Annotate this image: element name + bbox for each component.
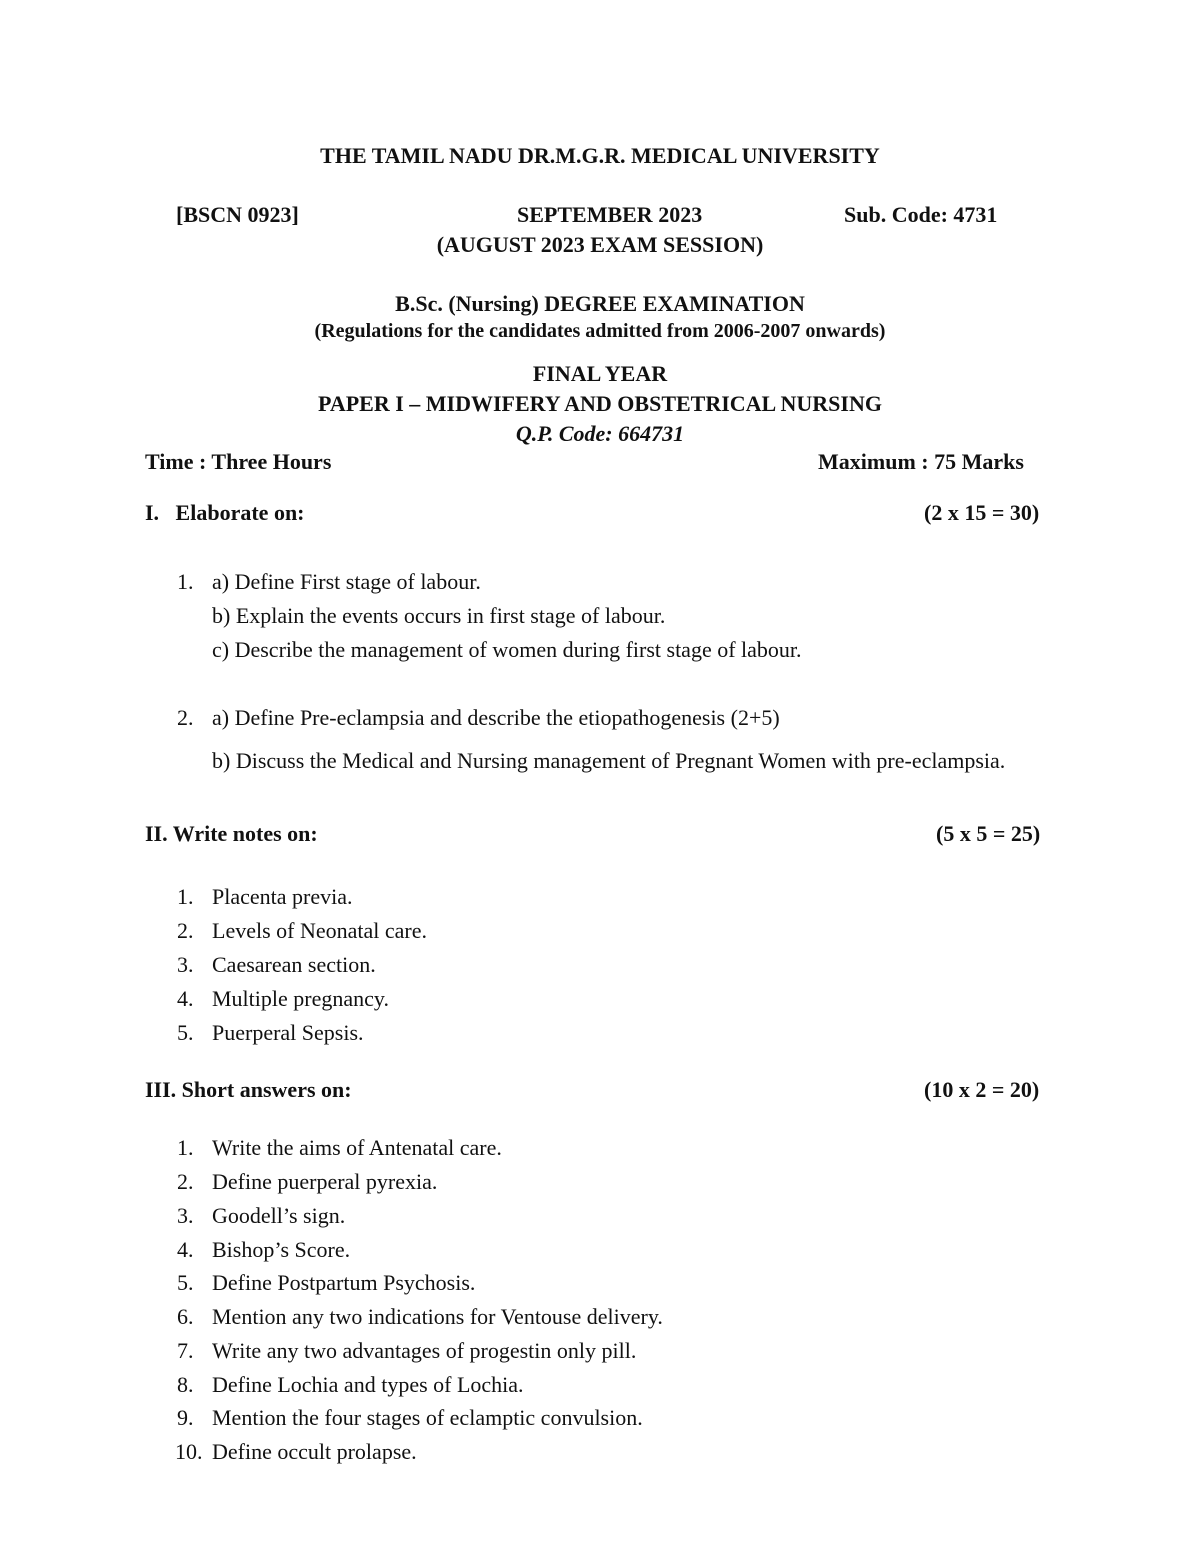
question-number: 1. [177,569,194,594]
item-text: Multiple pregnancy. [212,986,389,1011]
item-text: Define occult prolapse. [212,1439,417,1464]
item-number: 5. [177,1270,194,1295]
item-number: 10. [175,1439,203,1464]
item-text: Mention the four stages of eclamptic convulsion. [212,1405,643,1430]
item-number: 3. [177,1203,194,1228]
sub-code: Sub. Code: 4731 [844,202,998,227]
item-text: Bishop’s Score. [212,1237,351,1262]
item-number: 8. [177,1372,194,1397]
item-number: 1. [177,1135,194,1160]
item-text: Caesarean section. [212,952,376,977]
university-title: THE TAMIL NADU DR.M.G.R. MEDICAL UNIVERSITY [320,143,880,168]
section-marks: (10 x 2 = 20) [924,1077,1040,1102]
section-title: II. Write notes on: [145,821,318,846]
section-marks: (5 x 5 = 25) [936,821,1041,846]
section-title: I. Elaborate on: [145,500,305,525]
section-title: III. Short answers on: [145,1077,352,1102]
item-text: Placenta previa. [212,884,353,909]
item-text: Levels of Neonatal care. [212,918,427,943]
item-number: 2. [177,1169,194,1194]
exam-session: (AUGUST 2023 EXAM SESSION) [436,232,764,257]
item-text: Goodell’s sign. [212,1203,346,1228]
paper-title: PAPER I – MIDWIFERY AND OBSTETRICAL NURSING [318,391,882,416]
item-text: Write any two advantages of progestin only pill. [212,1338,637,1363]
question-line: a) Define First stage of labour. [212,569,481,594]
paper-code: [BSCN 0923] [176,202,299,227]
item-number: 1. [177,884,194,909]
item-text: Define Postpartum Psychosis. [212,1270,476,1295]
item-number: 6. [177,1304,194,1329]
degree-title: B.Sc. (Nursing) DEGREE EXAMINATION [395,291,805,316]
item-number: 9. [177,1405,194,1430]
item-number: 2. [177,918,194,943]
item-number: 7. [177,1338,194,1363]
item-text: Write the aims of Antenatal care. [212,1135,502,1160]
item-text: Define puerperal pyrexia. [212,1169,438,1194]
item-text: Puerperal Sepsis. [212,1020,364,1045]
item-number: 4. [177,986,194,1011]
exam-month: SEPTEMBER 2023 [517,202,703,227]
item-number: 3. [177,952,194,977]
time: Time : Three Hours [145,449,332,474]
item-number: 5. [177,1020,194,1045]
qp-code: Q.P. Code: 664731 [515,421,685,446]
item-number: 4. [177,1237,194,1262]
question-line: b) Discuss the Medical and Nursing management of Pregnant Women with pre-eclampsia. [212,748,1006,773]
question-line: a) Define Pre-eclampsia and describe the etiopathogenesis (2+5) [212,705,780,730]
question-line: c) Describe the management of women during first stage of labour. [212,637,802,662]
item-text: Mention any two indications for Ventouse delivery. [212,1304,663,1329]
regulations: (Regulations for the candidates admitted from 2006-2007 onwards) [314,320,886,342]
max-marks: Maximum : 75 Marks [818,449,1024,474]
year: FINAL YEAR [532,361,668,386]
question-line: b) Explain the events occurs in first stage of labour. [212,603,666,628]
section-marks: (2 x 15 = 30) [924,500,1040,525]
item-text: Define Lochia and types of Lochia. [212,1372,524,1397]
question-number: 2. [177,705,194,730]
